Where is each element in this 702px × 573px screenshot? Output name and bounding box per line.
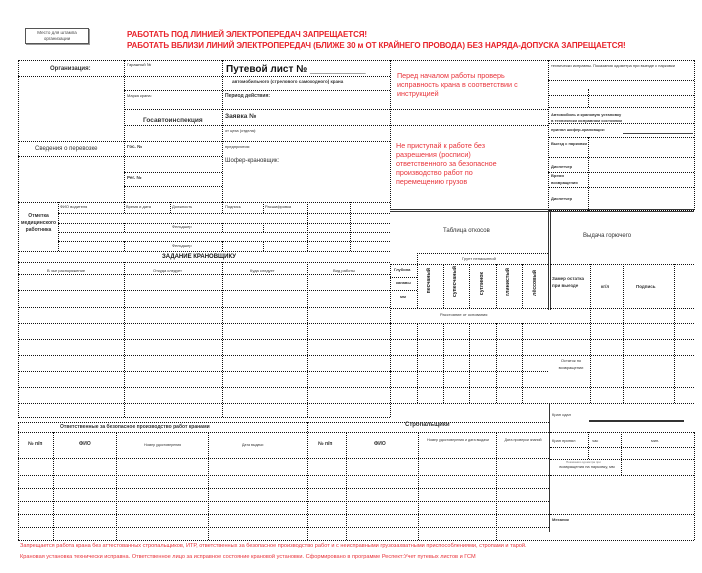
transport-info-label: Сведения о перевозке	[35, 146, 98, 152]
crane-taken-label: Кран принял	[552, 438, 576, 443]
validity-label: Период действия:	[225, 93, 271, 99]
fuel-measure-label: Замер остатка при выезде	[552, 276, 585, 288]
responsible-col-name: ФИО	[79, 441, 91, 447]
from-shop-label: от цеха (отдела):	[225, 128, 257, 133]
warning-power-lines: РАБОТАТЬ ПОД ЛИНИЕЙ ЭЛЕКТРОПЕРЕДАЧ ЗАПРЕЩАЕТСЯ!	[127, 30, 367, 39]
slopes-title: Таблица откосов	[443, 228, 490, 234]
footer-note: Крановая установка технически исправна. Ответственное лицо за исправное состояние крановой установки. Сформировано в программе Респект:Учет путевых листов и ГСМ	[20, 554, 476, 560]
soil-label: Грунт ненасыпной	[462, 256, 496, 261]
responsible-col-num: № п/п	[28, 441, 43, 447]
medical-col-decode: Расшифровка	[265, 204, 292, 209]
minutes-label: мин.	[651, 438, 660, 443]
slingers-col-name: ФИО	[374, 441, 386, 447]
dispatcher-1-label: Диспетчер	[551, 164, 573, 169]
responsible-col-cert: Номер удостоверения	[144, 443, 182, 447]
distance-label: Расстояние от основания	[440, 312, 488, 317]
odometer-label: технически исправны. Показания одометра при выезде с парковки	[551, 63, 676, 68]
soil-clay: глинистый	[505, 268, 511, 296]
task-col-assignee: В чье распоряжение	[47, 268, 86, 273]
organization-label: Организация:	[50, 66, 91, 72]
slingers-col-cert: Номер удостоверения и дата выдачи	[426, 438, 490, 442]
footer-warning: Запрещается работа крана без аттестованных стропальщиков, ИТР, ответственных за безопасное производство работ и с неисправными грузозахватными приспособлениями, стропами и тарой.	[20, 543, 527, 549]
medical-label: Отметка медицинского работника	[20, 213, 57, 233]
soil-sandy-loam: супесчаный	[452, 266, 458, 298]
gai-label: Госавтоинспекция	[143, 117, 203, 124]
return-parking-label: возвращения на парковку, мм	[559, 464, 615, 469]
accepted-line-1: Автомобиль и крановую установку	[551, 112, 622, 117]
fuel-title: Выдача горючего	[583, 233, 632, 239]
title-number-blank: __________	[310, 64, 366, 75]
accepted-line-2: в технически исправном состоянии	[551, 118, 622, 123]
return-top-label: Показания одометра при	[566, 460, 601, 464]
warning-power-lines-distance: РАБОТАТЬ ВБЛИЗИ ЛИНИЙ ЭЛЕКТРОПЕРЕДАЧ (БЛИЖЕ 30 м ОТ КРАЙНЕГО ПРОВОДА) БЕЗ НАРЯДА-ДОПУСКА ЗАПРЕЩАЕТСЯ!	[127, 41, 626, 50]
soil-loess: лёссовый	[532, 270, 538, 296]
slingers-title: Стропальщики	[405, 422, 450, 428]
slingers-col-num: № п/п	[318, 441, 333, 447]
driver-label: Шофер-крановщик:	[225, 158, 280, 164]
medical-col-signature: Подпись	[225, 204, 241, 209]
soil-sand: песчаный	[426, 268, 432, 294]
crane-given-label: Кран сдал	[552, 412, 571, 417]
exit-parking-label: Выезд с парковки	[551, 141, 587, 146]
medical-col-driver: ФИО водителя	[60, 204, 88, 209]
garage-no-label: Гаражный №	[127, 62, 152, 67]
hours-label: час	[592, 438, 599, 443]
feldsher-2: Фельдшер	[172, 243, 192, 248]
depth-line-1: Глубина	[394, 267, 411, 272]
depth-line-2: канавы	[396, 280, 411, 285]
feldsher-1: Фельдшер	[172, 224, 192, 229]
soil-loam: суглинок	[479, 272, 485, 296]
title-subtitle: автомобильного (стрелового самоходного) крана	[232, 79, 344, 84]
stamp-placeholder: Место для штампа организации	[25, 28, 89, 44]
medical-col-position: Должность	[172, 204, 193, 209]
gos-no-label: Гос. №	[127, 144, 143, 149]
accepted-line-3: принял шофер-крановщик:	[551, 127, 606, 132]
medical-col-datetime: Время и дата	[126, 204, 151, 209]
return-time-label: Время возвращения	[551, 173, 578, 185]
depth-line-3: мм	[400, 294, 406, 299]
reg-no-label: Рег. №	[127, 175, 142, 180]
notice-check-crane: Перед началом работы проверь исправность крана в соответствии с инструкцией	[397, 71, 518, 98]
task-title: ЗАДАНИЕ КРАНОВЩИКУ	[162, 254, 237, 260]
responsible-title: Ответственные за безопасное производство работ кранами	[60, 424, 210, 430]
request-no-label: Заявка №	[225, 113, 257, 120]
task-col-from: Откуда следует	[153, 268, 182, 273]
fuel-signature-label: Подпись	[636, 284, 656, 289]
task-col-work-type: Вид работы	[333, 268, 355, 273]
dispatcher-2-label: Диспетчер	[551, 196, 573, 201]
task-col-to: Куда следует	[250, 268, 275, 273]
mechanic-label: Механик	[552, 517, 569, 522]
crane-brand-label: Марка крана:	[127, 93, 152, 98]
fuel-kg-l-label: кг/л	[601, 284, 610, 289]
responsible-col-date: Дата выдачи	[242, 443, 264, 447]
fuel-remainder-label: Остаток по возвращении	[558, 358, 584, 370]
notice-permit: Не приступай к работе без разрешения (росписи) ответственного за безопасное производство работ по перемещению грузов	[396, 141, 497, 186]
enterprise-label: предприятия:	[225, 144, 250, 149]
page-title: Путевой лист №	[226, 64, 308, 75]
slingers-col-check: Дата проверки знаний	[504, 438, 542, 442]
